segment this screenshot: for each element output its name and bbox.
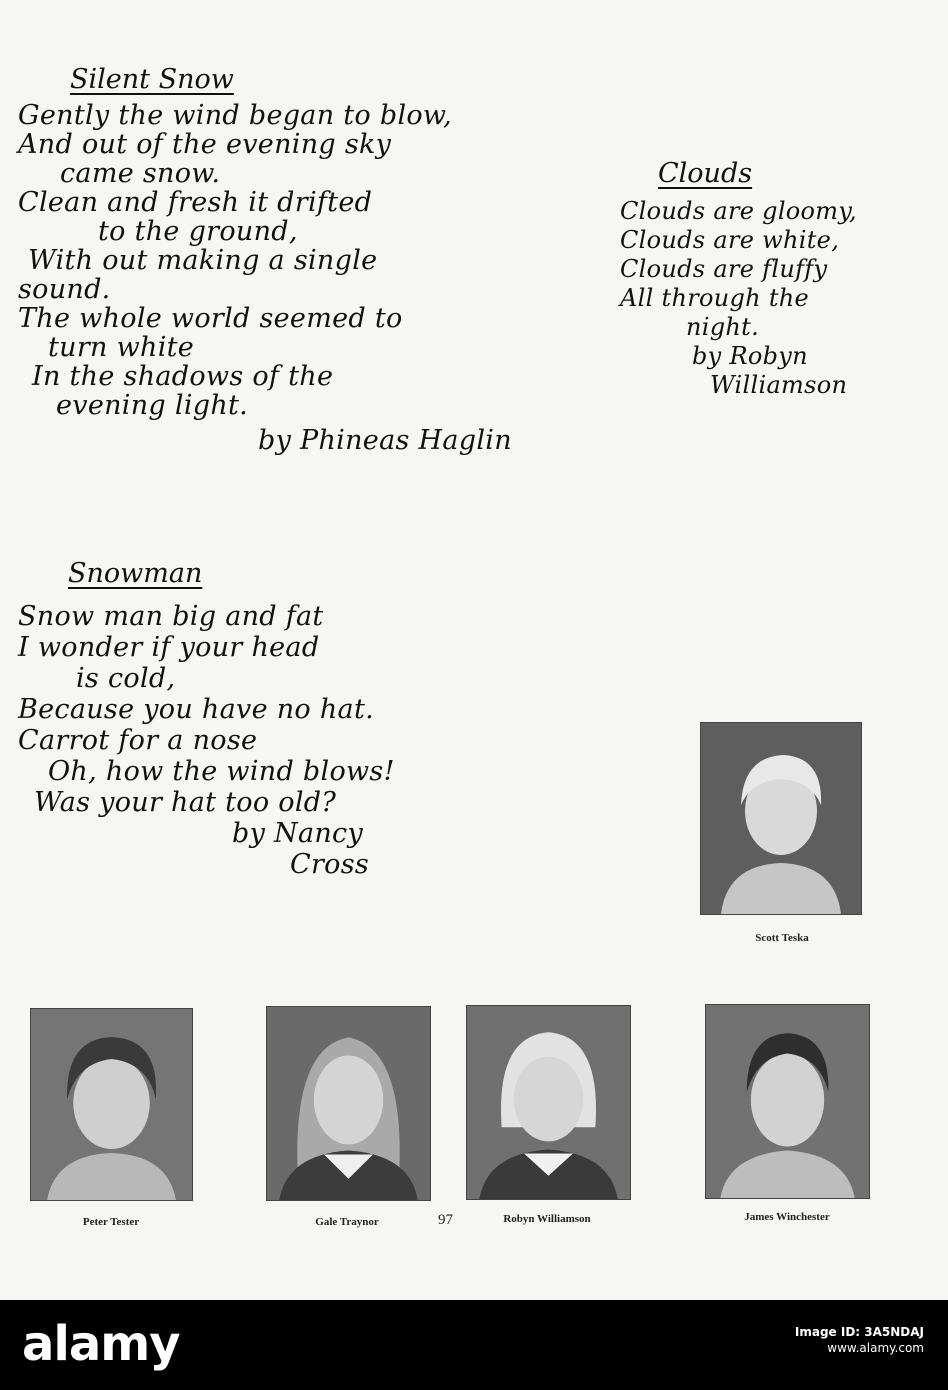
page-number: 97: [438, 1212, 453, 1228]
site-url: www.alamy.com: [827, 1341, 924, 1355]
portrait-caption: Gale Traynor: [315, 1216, 379, 1228]
poem-line: Clouds are fluffy: [620, 255, 828, 283]
poem-line: Snow man big and fat: [18, 601, 324, 632]
image-id: Image ID: 3A5NDAJ: [794, 1325, 924, 1339]
poem-title: Clouds: [658, 158, 753, 189]
brand-logo: alamy: [22, 1316, 180, 1372]
child-portrait-icon: [706, 1005, 869, 1198]
portrait-photo-peter-tester: [30, 1008, 193, 1201]
poem-title: Silent Snow: [70, 64, 234, 95]
image-credit: [795, 1324, 924, 1356]
poem-line: Clean and fresh it drifted: [18, 187, 373, 218]
poem-line: Oh, how the wind blows!: [48, 756, 395, 787]
poem-line: Clouds are gloomy,: [620, 197, 857, 225]
portrait-caption: Robyn Williamson: [503, 1213, 591, 1225]
poem-clouds: [620, 158, 930, 400]
portrait-caption: Scott Teska: [755, 932, 809, 944]
portrait-caption: James Winchester: [744, 1211, 830, 1223]
poem-line: Was your hat too old?: [34, 787, 337, 818]
poem-line: Because you have no hat.: [18, 694, 374, 725]
poem-line: I wonder if your head: [18, 632, 320, 663]
poem-silent-snow: [18, 64, 598, 455]
poem-author: by Robyn: [692, 342, 808, 370]
poem-line: sound.: [18, 274, 111, 305]
child-portrait-icon: [267, 1007, 430, 1200]
child-portrait-icon: [701, 723, 861, 914]
poem-title: Snowman: [68, 558, 203, 589]
poem-line: Gently the wind began to blow,: [18, 100, 453, 131]
poem-line: Carrot for a nose: [18, 725, 258, 756]
portrait-photo-gale-traynor: [266, 1006, 431, 1201]
poem-line: Clouds are white,: [620, 226, 840, 254]
poem-author: Cross: [290, 849, 370, 880]
poem-line: In the shadows of the: [32, 361, 334, 392]
portrait-photo-scott-teska: [700, 722, 862, 915]
poem-line: evening light.: [56, 390, 249, 421]
poem-line: And out of the evening sky: [18, 129, 392, 160]
watermark-footer: [0, 1300, 948, 1390]
poem-author: by Phineas Haglin: [258, 425, 512, 456]
poem-line: turn white: [48, 332, 195, 363]
poem-line: All through the: [620, 284, 810, 312]
child-portrait-icon: [31, 1009, 192, 1200]
child-portrait-icon: [467, 1006, 630, 1199]
poem-line: With out making a single: [28, 245, 378, 276]
portrait-photo-james-winchester: [705, 1004, 870, 1199]
poem-line: night.: [686, 313, 760, 341]
poem-line: is cold,: [76, 663, 176, 694]
poem-line: The whole world seemed to: [18, 303, 403, 334]
portrait-caption: Peter Tester: [82, 1216, 140, 1228]
poem-line: came snow.: [60, 158, 221, 189]
poem-author: by Nancy: [232, 818, 364, 849]
poem-author: Williamson: [710, 371, 848, 399]
poem-snowman: [18, 558, 578, 880]
poem-line: to the ground,: [98, 216, 298, 247]
portrait-photo-robyn-williamson: [466, 1005, 631, 1200]
